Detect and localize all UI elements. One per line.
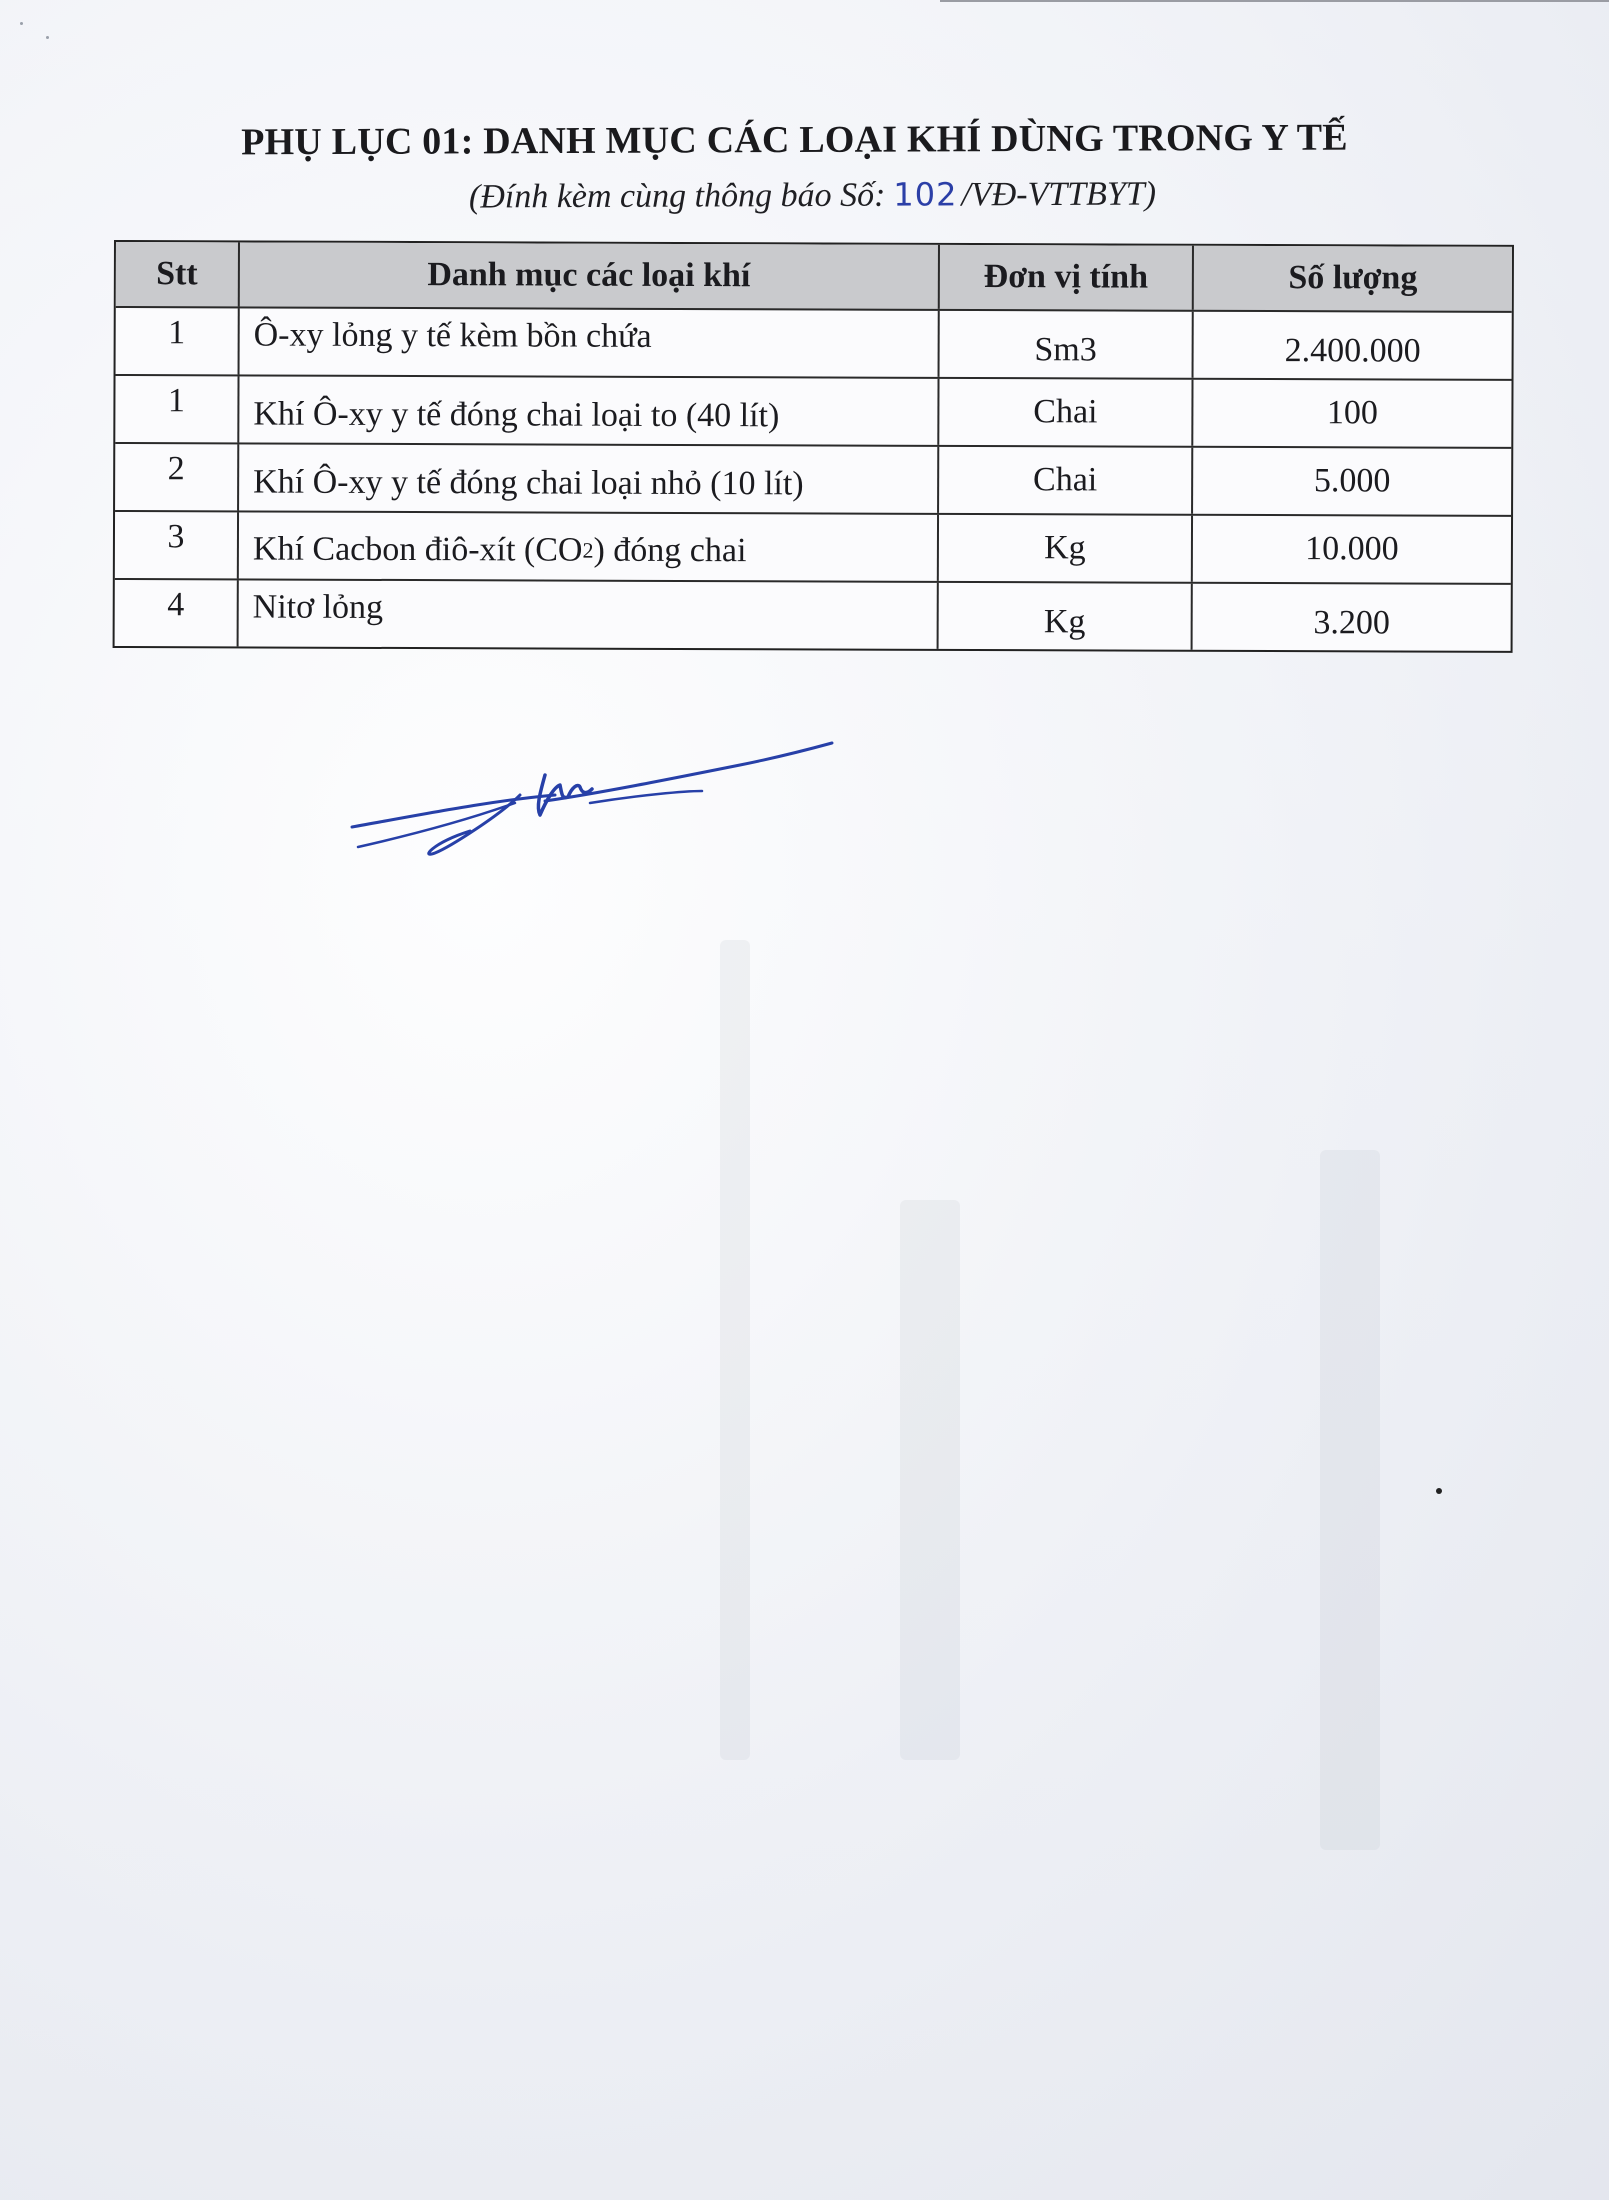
row-unit: Kg [939, 583, 1193, 650]
dust-speck [46, 36, 49, 39]
row-gas-name: Ô-xy lỏng y tế kèm bồn chứa [240, 308, 940, 376]
signature-stroke [358, 803, 515, 847]
row-gas-name-part: Khí Cacbon điô-xít (CO [252, 530, 583, 569]
row-gas-name [239, 512, 939, 580]
row-quantity: 10.000 [1305, 530, 1399, 568]
header-unit: Đơn vị tính [940, 245, 1194, 310]
handwritten-signature [340, 735, 840, 875]
document-subtitle [8, 172, 1609, 218]
table-row [115, 580, 1511, 651]
signature-stroke [590, 791, 702, 803]
table-header-row [116, 242, 1512, 313]
subtitle-suffix: /VĐ-VTTBYT) [961, 175, 1157, 214]
row-stt: 1 [115, 376, 239, 442]
row-quantity: 2.400.000 [1284, 332, 1421, 370]
row-gas-name: Khí Ô-xy y tế đóng chai loại nhỏ (10 lít) [239, 444, 939, 512]
row-gas-name: Khí Ô-xy y tế đóng chai loại to (40 lít) [239, 376, 939, 444]
subtitle-prefix: (Đính kèm cùng thông báo Số: [468, 176, 886, 216]
handwritten-document-number: 102 [893, 175, 958, 214]
show-through-mark [900, 1200, 960, 1760]
dust-speck [20, 22, 23, 25]
row-gas-name-subscript: 2 [582, 537, 594, 563]
table-row [115, 512, 1511, 585]
page-top-edge [940, 0, 1609, 2]
table-row [115, 444, 1511, 517]
row-stt: 2 [115, 444, 239, 510]
row-unit: Chai [939, 447, 1193, 514]
document-title: PHỤ LỤC 01: DANH MỤC CÁC LOẠI KHÍ DÙNG TRONG Y TẾ [241, 116, 1348, 164]
row-stt: 3 [115, 512, 239, 578]
row-unit: Sm3 [940, 311, 1194, 378]
row-quantity: 5.000 [1313, 462, 1391, 500]
row-gas-name-part: ) đóng chai [593, 531, 747, 570]
row-stt: 4 [115, 580, 239, 646]
row-stt: 1 [116, 308, 240, 374]
show-through-mark [720, 940, 750, 1760]
row-quantity: 100 [1326, 394, 1378, 432]
row-unit: Kg [939, 515, 1193, 582]
gas-list-table [113, 240, 1514, 653]
table-row [116, 308, 1512, 381]
header-gas-name: Danh mục các loại khí [240, 242, 940, 308]
ink-dot [1436, 1488, 1442, 1494]
row-gas-name: Nitơ lỏng [239, 580, 939, 648]
row-unit: Chai [939, 379, 1193, 446]
header-quantity: Số lượng [1288, 259, 1418, 297]
row-quantity: 3.200 [1313, 604, 1390, 642]
header-stt: Stt [116, 242, 240, 306]
show-through-mark [1320, 1150, 1380, 1850]
table-row [115, 376, 1511, 449]
